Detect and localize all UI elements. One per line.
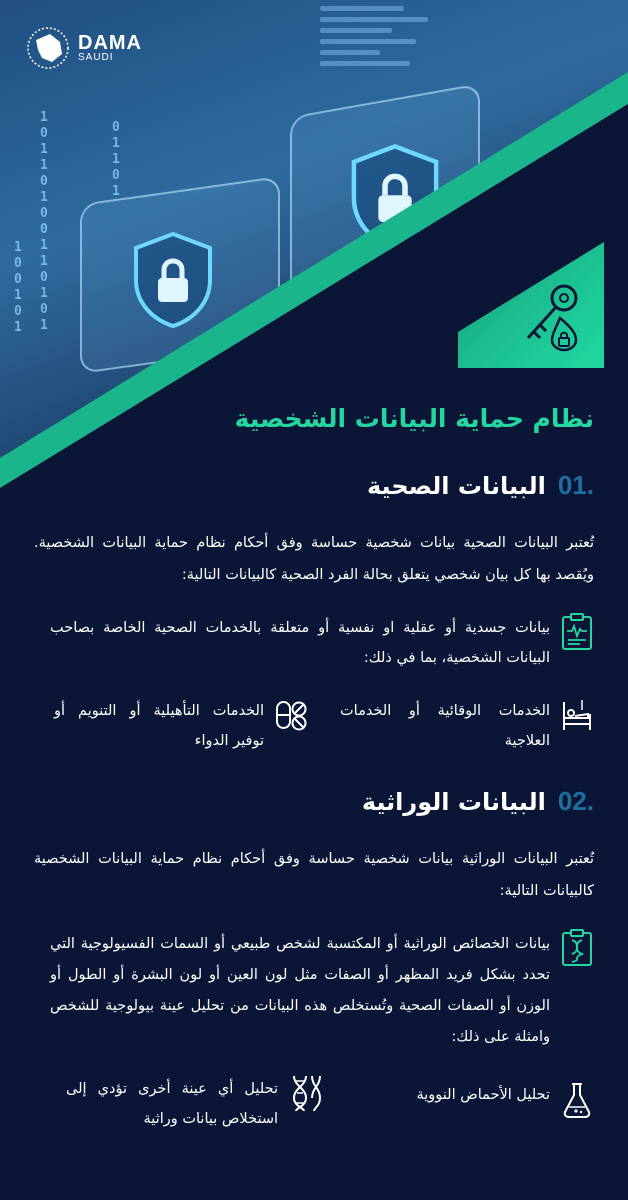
example-nucleic-acid bbox=[334, 1080, 594, 1118]
example-preventive-text: الخدمات الوقائية أو الخدمات العلاجية bbox=[340, 703, 550, 749]
brand-sub: SAUDI bbox=[78, 52, 114, 63]
shield-lock-icon bbox=[128, 230, 218, 330]
section-1-intro: تُعتبر البيانات الصحية بيانات شخصية حساسة وفق أحكام نظام حماية البيانات الشخصية. ويُقصد بها كل بيان شخصي يتعلق بحالة الفرد الصحية كالبيانات التالية: bbox=[34, 535, 594, 583]
binary-digits-decoration: 0 1 1 0 1 bbox=[112, 120, 120, 199]
example-rehab-text: الخدمات التأهيلية أو التنويم أو توفير الدواء bbox=[54, 703, 264, 749]
section-2-title: البيانات الوراثية bbox=[361, 788, 546, 816]
section-2-item-text: بيانات الخصائص الوراثية أو المكتسبة لشخص طبيعي أو السمات الفسيولوجية التي تحدد بشكل فريد المظهر أو الصفات مثل لون العين أو لون البشرة أو الطول أو الوزن أو الصفات الصحية وتُستخلص هذه البيانات من تحليل عينة بيولوجية للشخص وامثلة على ذلك: bbox=[50, 936, 550, 1045]
example-other-sample bbox=[60, 1074, 322, 1134]
section-2-header bbox=[362, 786, 594, 817]
example-nucleic-text: تحليل الأحماض النووية bbox=[416, 1087, 550, 1103]
binary-digits-decoration: 1 0 0 1 0 1 bbox=[14, 240, 22, 335]
section-2-intro: تُعتبر البيانات الوراثية بيانات شخصية حساسة وفق أحكام نظام حماية البيانات الشخصية كالبيانات التالية: bbox=[34, 851, 594, 899]
dna-icon bbox=[288, 1074, 322, 1112]
page-title: نظام حماية البيانات الشخصية bbox=[234, 404, 594, 433]
section-1-number: .01 bbox=[557, 470, 594, 500]
dama-logo bbox=[26, 26, 142, 70]
section-1-title: البيانات الصحية bbox=[366, 472, 546, 500]
section-1-item-text: بيانات جسدية أو عقلية او نفسية أو متعلقة بالخدمات الصحية الخاصة بصاحب البيانات الشخصية، بما في ذلك: bbox=[50, 620, 550, 666]
example-other-sample-text: تحليل أي عينة أخرى تؤدي إلى استخلاص بيانات وراثية bbox=[66, 1081, 278, 1127]
globe-logo-icon bbox=[26, 26, 70, 70]
example-rehab-services bbox=[48, 696, 308, 756]
key-lock-icon bbox=[520, 282, 584, 352]
medical-record-icon bbox=[560, 613, 594, 651]
section-1-header bbox=[367, 470, 594, 501]
hero-banner bbox=[0, 0, 628, 530]
code-lines-decoration bbox=[320, 6, 440, 72]
flask-icon bbox=[560, 1080, 594, 1118]
brand-name: DAMA bbox=[78, 32, 142, 54]
binary-digits-decoration: 1 0 1 1 0 1 0 0 1 1 0 1 0 1 bbox=[40, 110, 48, 333]
section-1-item bbox=[34, 613, 594, 673]
hospital-bed-icon bbox=[560, 696, 594, 734]
section-2-number: .02 bbox=[557, 786, 594, 816]
example-preventive-services bbox=[334, 696, 594, 756]
genetic-record-icon bbox=[560, 929, 594, 967]
pills-icon bbox=[274, 696, 308, 734]
section-2-item bbox=[34, 929, 594, 1053]
